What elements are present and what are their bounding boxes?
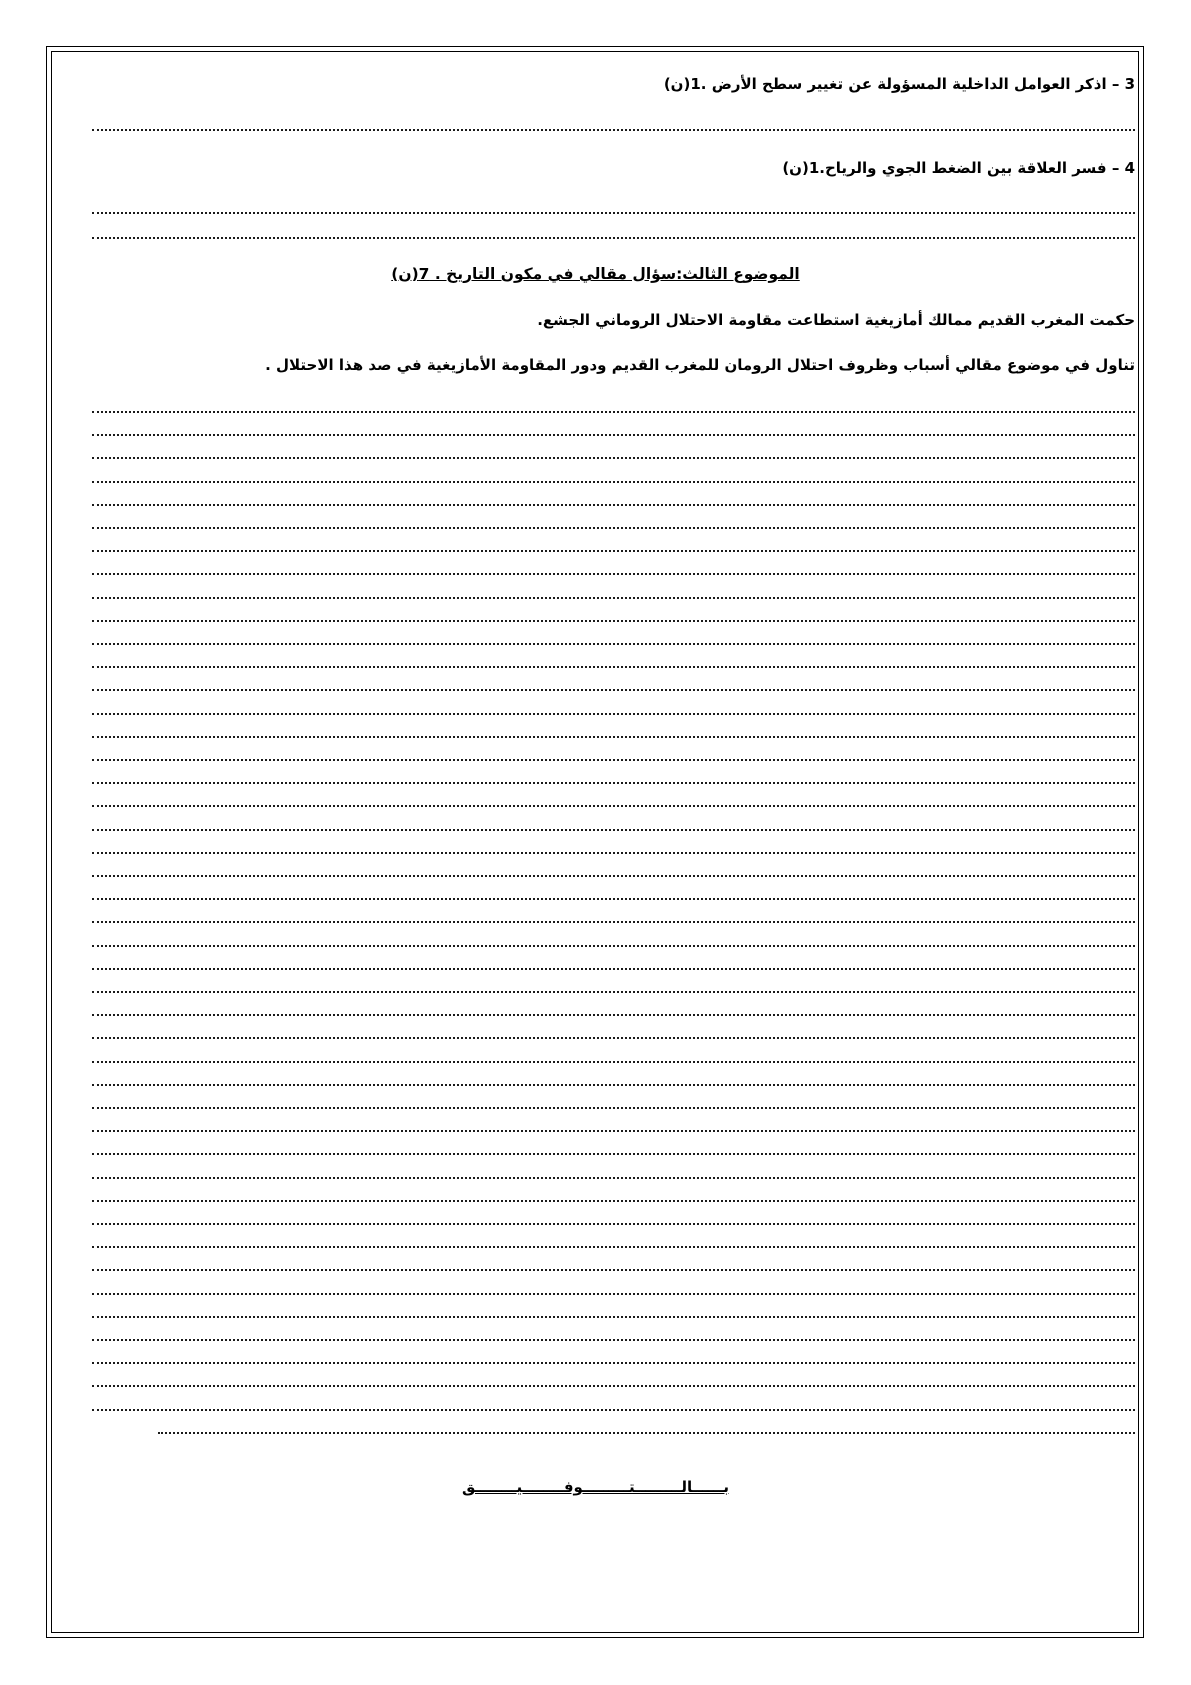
essay-line[interactable] <box>92 917 1135 923</box>
section-instruction: تناول في موضوع مقالي أسباب وظروف احتلال الرومان للمغرب القديم ودور المقاومة الأمازيغية في صد هذا الاحتلال . <box>265 356 1135 374</box>
essay-line[interactable] <box>92 1173 1135 1179</box>
answer-line[interactable] <box>92 208 1135 214</box>
essay-line[interactable] <box>92 1033 1135 1039</box>
essay-line[interactable] <box>92 1126 1135 1132</box>
essay-line[interactable] <box>92 1405 1135 1411</box>
essay-line[interactable] <box>92 1010 1135 1016</box>
essay-line[interactable] <box>92 1242 1135 1248</box>
essay-line[interactable] <box>92 662 1135 668</box>
essay-line[interactable] <box>92 1265 1135 1271</box>
essay-line[interactable] <box>92 1381 1135 1387</box>
essay-line[interactable] <box>92 1057 1135 1063</box>
section-title: الموضوع الثالث:سؤال مقالي في مكون التاريخ . 7(ن) <box>391 265 800 283</box>
essay-line[interactable] <box>92 825 1135 831</box>
essay-line[interactable] <box>92 1335 1135 1341</box>
essay-line[interactable] <box>92 709 1135 715</box>
essay-line[interactable] <box>92 430 1135 436</box>
closing-wish: بــــــالـــــــــتـــــــــوفــــــــيــــــــق <box>462 1478 729 1496</box>
essay-line[interactable] <box>92 639 1135 645</box>
essay-line[interactable] <box>92 732 1135 738</box>
essay-line[interactable] <box>92 593 1135 599</box>
question-3: 3 – اذكر العوامل الداخلية المسؤولة عن تغيير سطح الأرض .1(ن) <box>663 75 1135 93</box>
essay-line[interactable] <box>92 964 1135 970</box>
essay-line[interactable] <box>92 477 1135 483</box>
essay-line[interactable] <box>92 848 1135 854</box>
answer-line[interactable] <box>92 125 1135 131</box>
essay-line[interactable] <box>92 941 1135 947</box>
essay-line[interactable] <box>92 1103 1135 1109</box>
essay-line[interactable] <box>92 453 1135 459</box>
question-4: 4 – فسر العلاقة بين الضغط الجوي والرياح.1(ن) <box>782 159 1135 177</box>
essay-line[interactable] <box>92 407 1135 413</box>
essay-line[interactable] <box>92 523 1135 529</box>
section-context: حكمت المغرب القديم ممالك أمازيغية استطاعت مقاومة الاحتلال الروماني الجشع. <box>537 311 1135 329</box>
essay-line[interactable] <box>92 1219 1135 1225</box>
essay-line[interactable] <box>92 1196 1135 1202</box>
essay-line[interactable] <box>92 1289 1135 1295</box>
essay-line[interactable] <box>92 801 1135 807</box>
essay-line[interactable] <box>92 685 1135 691</box>
essay-line[interactable] <box>92 1149 1135 1155</box>
essay-line[interactable] <box>92 546 1135 552</box>
essay-line[interactable] <box>92 500 1135 506</box>
essay-line[interactable] <box>92 871 1135 877</box>
essay-line[interactable] <box>92 569 1135 575</box>
essay-line[interactable] <box>92 778 1135 784</box>
essay-line[interactable] <box>92 755 1135 761</box>
essay-line[interactable] <box>92 1358 1135 1364</box>
essay-line[interactable] <box>92 987 1135 993</box>
page-border-inner <box>51 51 1139 1633</box>
essay-line[interactable] <box>92 1312 1135 1318</box>
essay-line[interactable] <box>92 894 1135 900</box>
essay-line[interactable] <box>158 1428 1135 1434</box>
essay-line[interactable] <box>92 1080 1135 1086</box>
essay-line[interactable] <box>92 616 1135 622</box>
answer-line[interactable] <box>92 233 1135 239</box>
